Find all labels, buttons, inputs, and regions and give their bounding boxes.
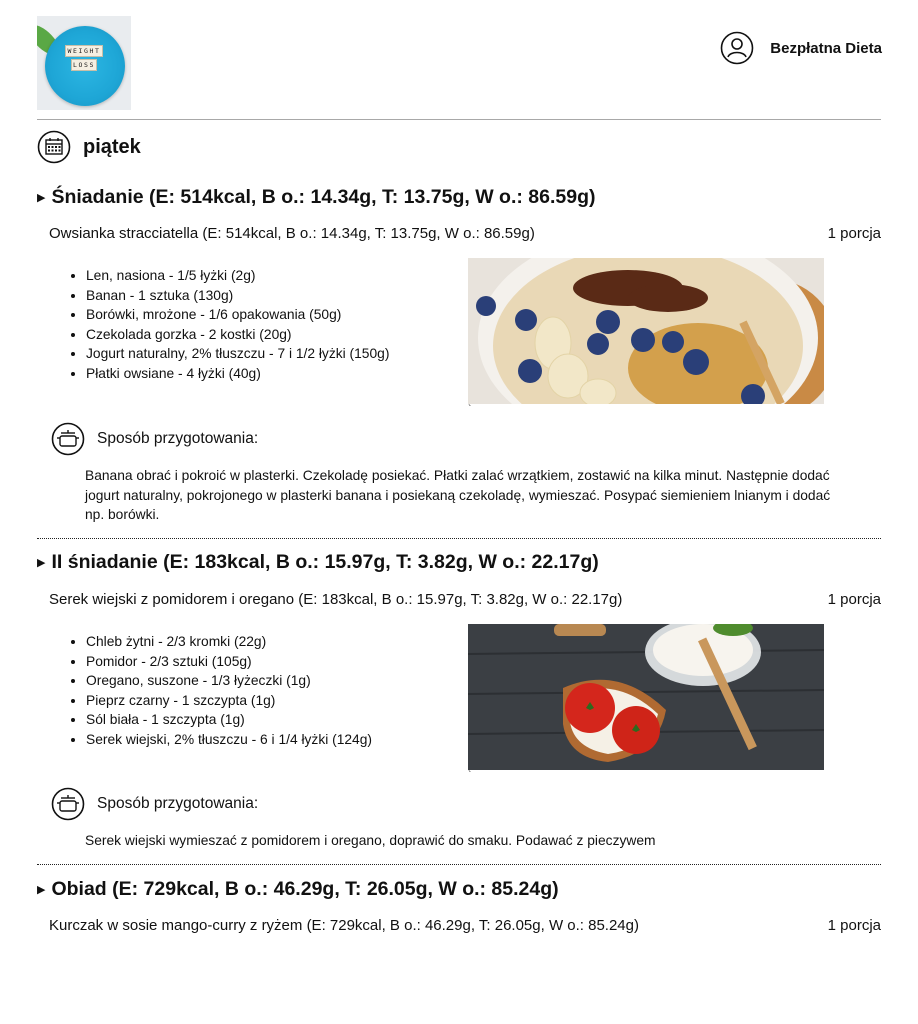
meal-title-breakfast[interactable] bbox=[37, 186, 596, 209]
ingredient-list bbox=[66, 632, 372, 749]
ingredient-item: • Płatki owsiane - 4 łyżki (40g) bbox=[86, 364, 389, 384]
dish-row bbox=[49, 917, 881, 934]
logo bbox=[37, 16, 131, 110]
logo-text-1: WEIGHT bbox=[67, 47, 101, 55]
prep-text: Banana obrać i pokroić w plasterki. Czekoladę posiekać. Płatki zalać wrzątkiem, zostawić na kilka minut. Następnie dodać jogurt naturalny, pokrojonego w plasterki banana i posiekaną czekoladę, wymieszać. Posypać siemieniem lnianym i dodać np. borówki. bbox=[85, 468, 831, 522]
pot-icon bbox=[51, 422, 85, 456]
brand-name[interactable]: Bezpłatna Dieta bbox=[770, 39, 882, 57]
meal-separator bbox=[37, 864, 881, 865]
prep-label: Sposób przygotowania: bbox=[97, 430, 259, 447]
ingredient-item: • Serek wiejski, 2% tłuszczu - 6 i 1/4 łyżki (124g) bbox=[86, 730, 372, 750]
dish-row bbox=[49, 225, 881, 242]
logo-text-2: LOSS bbox=[72, 61, 96, 69]
ingredient-item: • Borówki, mrożone - 1/6 opakowania (50g) bbox=[86, 305, 389, 325]
oatmeal-photo bbox=[468, 258, 824, 404]
day-label: piątek bbox=[83, 135, 141, 158]
pot-icon bbox=[51, 787, 85, 821]
meal-title-text: Obiad (E: 729kcal, B o.: 46.29g, T: 26.05g, W o.: 85.24g) bbox=[51, 878, 559, 900]
prep-text: Serek wiejski wymieszać z pomidorem i oregano, doprawić do smaku. Podawać z pieczywem bbox=[85, 833, 656, 848]
ingredient-item: • Pieprz czarny - 1 szczypta (1g) bbox=[86, 691, 372, 711]
meal-separator bbox=[37, 538, 881, 539]
prep-header bbox=[51, 422, 258, 456]
meal-title-second-breakfast[interactable] bbox=[37, 551, 599, 574]
header-account[interactable] bbox=[720, 31, 882, 65]
ingredient-item: • Czekolada gorzka - 2 kostki (20g) bbox=[86, 325, 389, 345]
prep-label: Sposób przygotowania: bbox=[97, 795, 259, 812]
ingredient-item: • Len, nasiona - 1/5 łyżki (2g) bbox=[86, 266, 389, 286]
meal-title-text: Śniadanie (E: 514kcal, B o.: 14.34g, T: 13.75g, W o.: 86.59g) bbox=[51, 186, 596, 208]
ingredient-item: • Chleb żytni - 2/3 kromki (22g) bbox=[86, 632, 372, 652]
ingredient-list bbox=[66, 266, 389, 383]
meal-title-lunch[interactable] bbox=[37, 878, 559, 901]
dish-name: Serek wiejski z pomidorem i oregano (E: 183kcal, B o.: 15.97g, T: 3.82g, W o.: 22.17g) bbox=[49, 591, 623, 608]
portion: 1 porcja bbox=[827, 591, 881, 608]
dish-name: Owsianka stracciatella (E: 514kcal, B o.: 14.34g, T: 13.75g, W o.: 86.59g) bbox=[49, 225, 535, 242]
dish-name: Kurczak w sosie mango-curry z ryżem (E: 729kcal, B o.: 46.29g, T: 26.05g, W o.: 85.24g) bbox=[49, 917, 639, 934]
cottage-cheese-photo bbox=[468, 624, 824, 770]
ingredient-item: • Sól biała - 1 szczypta (1g) bbox=[86, 710, 372, 730]
user-circle-icon bbox=[720, 31, 754, 65]
caret-right-icon: ▶ bbox=[37, 557, 46, 569]
portion: 1 porcja bbox=[827, 225, 881, 242]
day-header bbox=[37, 130, 141, 164]
dish-row bbox=[49, 591, 881, 608]
portion: 1 porcja bbox=[827, 917, 881, 934]
calendar-icon bbox=[37, 130, 71, 164]
ingredient-item: • Oregano, suszone - 1/3 łyżeczki (1g) bbox=[86, 671, 372, 691]
ingredient-item: • Banan - 1 sztuka (130g) bbox=[86, 286, 389, 306]
ingredient-item: • Jogurt naturalny, 2% tłuszczu - 7 i 1/2 łyżki (150g) bbox=[86, 344, 389, 364]
prep-header bbox=[51, 787, 258, 821]
meal-title-text: II śniadanie (E: 183kcal, B o.: 15.97g, T: 3.82g, W o.: 22.17g) bbox=[51, 551, 599, 573]
caret-right-icon: ▶ bbox=[37, 884, 46, 896]
header-divider bbox=[37, 119, 881, 120]
caret-right-icon: ▶ bbox=[37, 192, 46, 204]
image-caption-mark: ` bbox=[468, 404, 472, 415]
ingredient-item: • Pomidor - 2/3 sztuki (105g) bbox=[86, 652, 372, 672]
image-caption-mark: ` bbox=[468, 770, 472, 781]
